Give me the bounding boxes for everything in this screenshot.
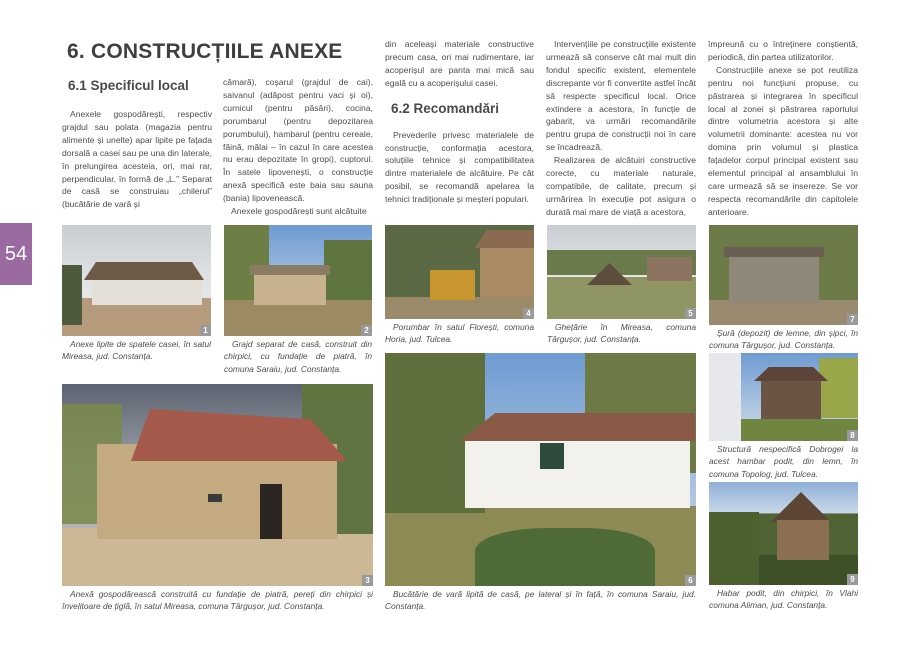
text-column-4: [546, 38, 696, 219]
paragraph: Construcțiile anexe se pot reutiliza pentru noi funcțiuni propuse, cu păstrarea și integrarea în specificul local al zonei și păstrarea raportului dintre volumetria acestora și alte volumetrii dominante: acestea nu vor domina prin volumul și plastica fațadelor corpul principal existent sau elementul principal al ansamblului în care urmează să se insereze. Se vor respecta recomandările din capitolele anterioare.: [708, 64, 858, 217]
photo-wooden-granary: [709, 353, 858, 441]
photo-caption: Porumbar în satul Florești, comuna Horia, jud. Tulcea.: [385, 322, 534, 345]
photo-caption: Anexă gospodărească construită cu fundație de piatră, pereți din chirpici și învelitoare de țiglă, în satul Mireasa, comuna Târgușor, jud. Constanța.: [62, 589, 373, 612]
photo-chirpici-annex-tile-roof: [62, 384, 373, 586]
photo-caption: Grajd separat de casă, construit din chirpici, cu fundație de piatră, în comuna Saraiu, jud. Constanța.: [224, 339, 372, 374]
page-number: 54: [4, 242, 28, 265]
photo-number: 1: [200, 325, 211, 336]
paragraph: Prevederile privesc materialele de construcție, conformația acestora, soluțiile tehnice și compatibilitatea dintre materialele de alcătuire. Pe cât posibil, se recomandă apelarea la tehnici tradiționale și meșteri populari.: [385, 129, 534, 205]
photo-number: 5: [685, 308, 696, 319]
photo-caption: Anexe lipite de spatele casei, în satul Mireasa, jud. Constanța.: [62, 339, 211, 362]
paragraph: împreună cu o întreținere conștientă, periodică, din partea utilizatorilor.: [708, 39, 858, 62]
photo-number: 8: [847, 430, 858, 441]
section-heading-recommendations: 6.2 Recomandări: [391, 101, 500, 116]
photo-corn-crib: [385, 225, 534, 319]
photo-caption: Ghețărie în Mireasa, comuna Târgușor, jud. Constanța.: [547, 322, 696, 345]
text-column-3: [385, 38, 534, 206]
paragraph: Realizarea de alcătuiri constructive corecte, cu materiale naturale, compatibile, de calitate, precum și urmărirea în execuție pot asigura o durată mai mare de viață a acestora,: [546, 155, 696, 217]
photo-chirpici-granary: [709, 482, 858, 585]
photo-summer-kitchen: [385, 353, 696, 586]
photo-wood-shed: [709, 225, 858, 325]
photo-number: 9: [847, 574, 858, 585]
chapter-title: 6. CONSTRUCȚIILE ANEXE: [67, 40, 343, 63]
paragraph: Anexele gospodărești, respectiv grajdul sau polata (magazia pentru alimente și unelte) apar lipite pe fațada dorsală a casei sau pe una din laterale, în prelungirea acesteia, ori, mai rar, perpendicular, în formă de „L.” Separat de casă se construiau „chilerul” (bucătărie de vară și: [62, 109, 212, 210]
photo-caption: Structură nespecifică Dobrogei la acest hambar podit, din lemn, în comuna Topolog, jud. Tulcea.: [709, 444, 858, 479]
photo-caption: Habar podit, din chirpici, în Vlahi comuna Aliman, jud. Constanța.: [709, 588, 858, 611]
page-number-tab: [0, 223, 32, 285]
photo-number: 4: [523, 308, 534, 319]
photo-caption: Bucătărie de vară lipită de casă, pe lateral și în față, în comuna Saraiu, jud. Constanța.: [385, 589, 696, 612]
paragraph: Anexele gospodărești sunt alcătuite: [231, 206, 367, 217]
photo-number: 7: [847, 314, 858, 325]
paragraph: din aceleași materiale constructive precum casa, ori mai rudimentare, iar acoperișul are panta mai mică sau egală cu a acoperișului casei.: [385, 39, 534, 88]
text-column-1: [62, 108, 212, 211]
paragraph: Intervențiile pe construcțiile existente urmează să conserve cât mai mult din fondul specific existent, elementele discrepante vor fi convertite astfel încât să respecte specificul local. Orice extindere a acestora, în funcție de gabarit, va urmări recomandările pentru grupa de construcții noi în care se încadrează.: [546, 39, 696, 153]
paragraph: cămară), coșarul (grajdul de cai), saivanul (adăpost pentru vaci și oi), curnicul (pentru păsări), cocina, porumbarul (pentru depozitarea porumbului), hambarul (pentru cereale, făină, mălai – în cazul în care acestea nu erau depozitate în gropi), cuptorul. În satele lipovenești, o construcție anexă specifică este baia sau sauna (bania) lipovenească.: [223, 77, 373, 204]
photo-number: 3: [362, 575, 373, 586]
section-heading-specific-local: 6.1 Specificul local: [68, 78, 189, 93]
photo-ice-house: [547, 225, 696, 319]
photo-number: 6: [685, 575, 696, 586]
photo-number: 2: [361, 325, 372, 336]
text-column-5: [708, 38, 858, 219]
photo-annex-attached-house: [62, 225, 211, 336]
photo-caption: Șură (depozit) de lemne, din șipci, în comuna Târgușor, jud. Constanța.: [709, 328, 858, 351]
text-column-2: [223, 76, 373, 218]
photo-stable-chirpici: [224, 225, 372, 336]
